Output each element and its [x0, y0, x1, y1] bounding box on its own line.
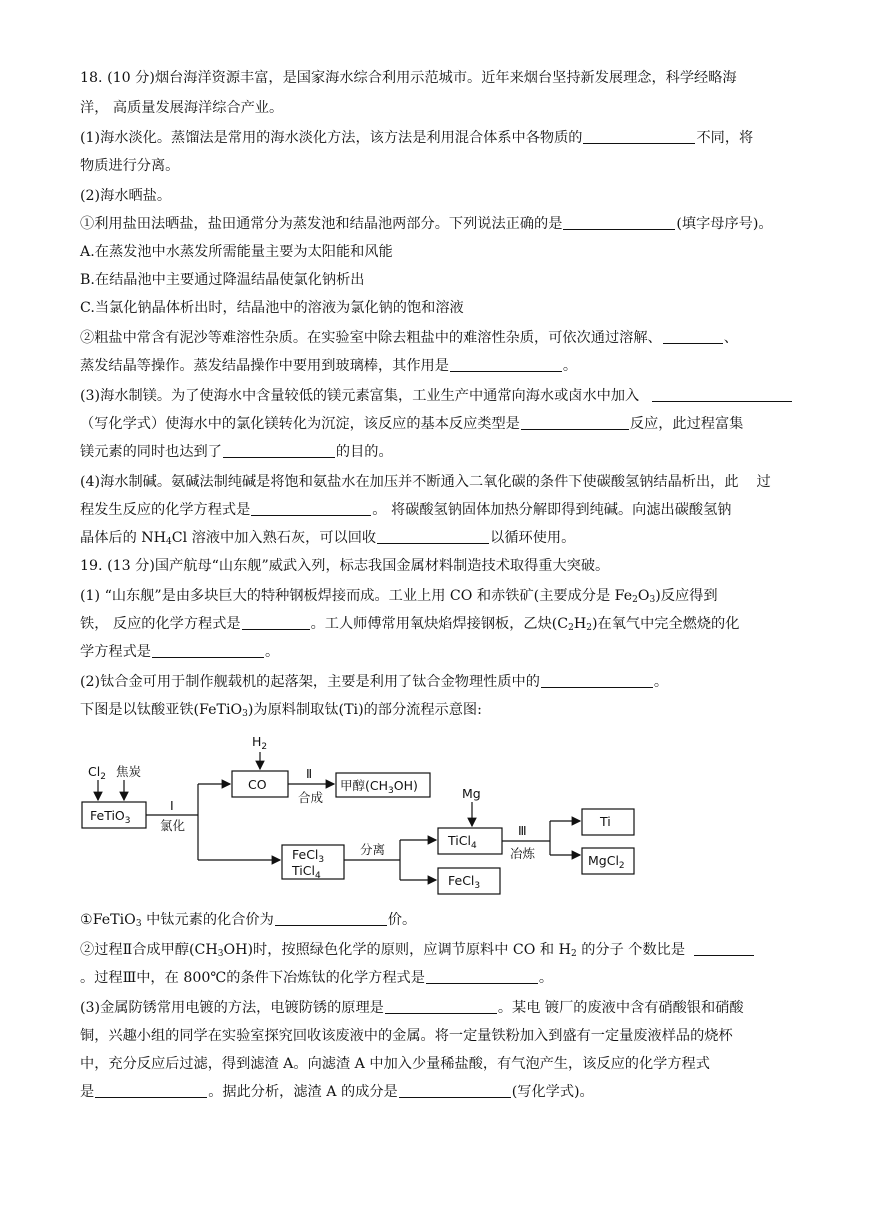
process-flow-diagram	[80, 730, 680, 900]
answer-blank[interactable]	[652, 386, 792, 402]
answer-blank[interactable]	[152, 642, 264, 658]
step2-number: Ⅱ	[306, 766, 313, 781]
coke-label: 焦炭	[116, 764, 142, 779]
methanol-label: 甲醇$(CH_3OH)$	[340, 778, 418, 796]
q19-sub2: ②过程Ⅱ合成甲醇$(CH_3OH)$时，按照绿色化学的原则，应调节原料中 CO 和 $H_2$ 的分子 个数比是	[80, 940, 755, 964]
co-label: CO	[248, 777, 267, 792]
q18-part4-cont: 程发生反应的化学方程式是 。 将碳酸氢钠固体加热分解即得到纯碱。向滤出碳酸氢钠	[80, 502, 732, 518]
q18-part1-cont: 物质进行分离。	[80, 158, 180, 174]
q19-diagram-caption: 下图是以钛酸亚铁(FeTiO$_3$)为原料制取钛(Ti)的部分流程示意图:	[80, 702, 482, 719]
answer-blank[interactable]	[275, 910, 387, 926]
mg-label: Mg	[462, 786, 481, 801]
answer-blank[interactable]	[377, 528, 489, 544]
answer-blank[interactable]	[663, 328, 723, 344]
fetio3-label: FeTiO$_3$	[90, 808, 131, 826]
q18-part2-2: ②粗盐中常含有泥沙等难溶性杂质。在实验室中除去粗盐中的难溶性杂质，可依次通过溶解、 、	[80, 330, 738, 346]
q19-sub2-cont: 。过程Ⅲ中，在 800℃的条件下冶炼钛的化学方程式是 。	[80, 970, 554, 986]
ticl4-label: TiCl$_4$	[448, 833, 477, 851]
step3-number: Ⅲ	[518, 823, 527, 838]
q19-part3-cont: 铜，兴趣小组的同学在实验室探究回收该废液中的金属。将一定量铁粉加入到盛有一定量废液样品的烧杯	[80, 1028, 733, 1044]
step3-label: 冶炼	[510, 846, 536, 861]
q18-line-2: 洋， 高质量发展海洋综合产业。	[80, 100, 284, 116]
q18-part1: (1)海水淡化。蒸馏法是常用的海水淡化方法，该方法是利用混合体系中各物质的 不同，将	[80, 130, 754, 146]
option-c: C.当氯化钠晶体析出时，结晶池中的溶液为氯化钠的饱和溶液	[80, 300, 464, 316]
q18-part2-1: ①利用盐田法晒盐，盐田通常分为蒸发池和结晶池两部分。下列说法正确的是 (填字母序号)。	[80, 216, 773, 232]
cl2-label: $Cl_2$	[88, 764, 106, 782]
ticl4-mix-label: TiCl$_4$	[292, 863, 321, 881]
q18-part3: (3)海水制镁。为了使海水中含量较低的镁元素富集，工业生产中通常向海水或卤水中加入	[80, 386, 793, 406]
answer-blank[interactable]	[583, 128, 695, 144]
q18-part4: (4)海水制碱。氨碱法制纯碱是将饱和氨盐水在加压并不断通入二氧化碳的条件下使碳酸氢钠结晶析出，此 过	[80, 474, 771, 490]
q18-part4-cont2: 晶体后的 $NH_4Cl$ 溶液中加入熟石灰，可以回收 以循环使用。	[80, 530, 576, 547]
answer-blank[interactable]	[541, 672, 653, 688]
q19-part1-cont: 铁， 反应的化学方程式是 。工人师傅常用氧炔焰焊接钢板，乙炔$(C_2H_2)$在氧气中完全燃烧的化	[80, 616, 740, 633]
q19-part3: (3)金属防锈常用电镀的方法，电镀防锈的原理是 。某电 镀厂的废液中含有硝酸银和硝酸	[80, 1000, 744, 1016]
q19-sub1: ①FeTiO$_3$ 中钛元素的化合价为 价。	[80, 912, 417, 929]
q19-part3-cont2: 中，充分反应后过滤，得到滤渣 A。向滤渣 A 中加入少量稀盐酸，有气泡产生，该反应的化学方程式	[80, 1056, 710, 1072]
answer-blank[interactable]	[450, 356, 562, 372]
q19-part2: (2)钛合金可用于制作舰载机的起落架，主要是利用了钛合金物理性质中的 。	[80, 674, 669, 690]
step1-number: Ⅰ	[170, 798, 174, 813]
answer-blank[interactable]	[223, 442, 335, 458]
q18-part2-2-cont: 蒸发结晶等操作。蒸发结晶操作中要用到玻璃棒，其作用是 。	[80, 358, 578, 374]
q19-part1-cont2: 学方程式是 。	[80, 644, 280, 660]
q19-part3-cont3: 是 。据此分析，滤渣 A 的成分是 (写化学式)。	[80, 1084, 594, 1100]
q19-line-1: 19. (13 分)国产航母“山东舰”威武入列，标志我国金属材料制造技术取得重大突破。	[80, 558, 610, 574]
option-a: A.在蒸发池中水蒸发所需能量主要为太阳能和风能	[80, 244, 393, 260]
fecl3-label: FeCl$_3$	[448, 873, 481, 891]
answer-blank[interactable]	[242, 614, 310, 630]
step1-label: 氯化	[160, 818, 186, 833]
answer-blank[interactable]	[251, 500, 371, 516]
q19-part1: (1) “山东舰”是由多块巨大的特种钢板焊接而成。工业上用 CO 和赤铁矿(主要成分是 $Fe_2O_3$)反应得到	[80, 588, 718, 605]
h2-label: $H_2$	[252, 734, 268, 752]
answer-blank[interactable]	[95, 1082, 207, 1098]
answer-blank[interactable]	[694, 940, 754, 956]
answer-blank[interactable]	[385, 998, 497, 1014]
mgcl2-label: MgCl$_2$	[588, 853, 625, 871]
separation-label: 分离	[360, 842, 386, 857]
q18-part3-cont2: 镁元素的同时也达到了 的目的。	[80, 444, 393, 460]
answer-blank[interactable]	[563, 214, 675, 230]
q18-part3-cont: （写化学式）使海水中的氯化镁转化为沉淀，该反应的基本反应类型是 反应，此过程富集	[80, 416, 744, 432]
step2-label: 合成	[298, 790, 324, 805]
fecl3-mix-label: FeCl$_3$	[292, 847, 325, 865]
answer-blank[interactable]	[426, 968, 538, 984]
answer-blank[interactable]	[521, 414, 629, 430]
option-b: B.在结晶池中主要通过降温结晶使氯化钠析出	[80, 272, 365, 288]
answer-blank[interactable]	[399, 1082, 511, 1098]
q18-part2: (2)海水晒盐。	[80, 188, 172, 204]
ti-label: Ti	[600, 814, 611, 829]
q18-line-1: 18. (10 分)烟台海洋资源丰富，是国家海水综合利用示范城市。近年来烟台坚持新发展理念，科学经略海	[80, 70, 737, 86]
